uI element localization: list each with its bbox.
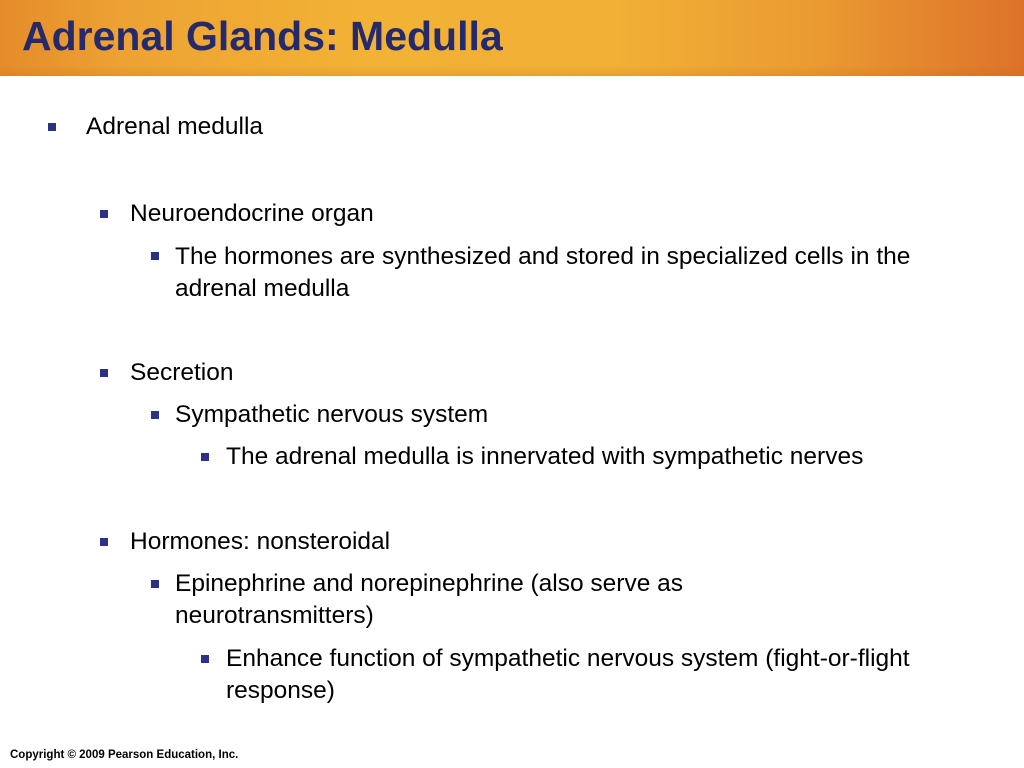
square-bullet-icon — [100, 538, 108, 546]
bullet-hormones-nonsteroidal: Hormones: nonsteroidal — [130, 528, 391, 555]
slide-title: Adrenal Glands: Medulla — [22, 13, 503, 59]
bullet-adrenal-medulla: Adrenal medulla — [86, 113, 264, 140]
bullet-sympathetic-nervous-system: Sympathetic nervous system — [175, 401, 489, 428]
bullet-epinephrine: Epinephrine and norepinephrine (also serve as neurotransmitters) — [175, 570, 684, 629]
square-bullet-icon — [201, 453, 209, 461]
bullet-innervated: The adrenal medulla is innervated with sympathetic nerves — [226, 443, 864, 470]
square-bullet-icon — [201, 655, 209, 663]
square-bullet-icon — [151, 252, 159, 260]
bullet-neuroendocrine-organ: Neuroendocrine organ — [130, 200, 374, 227]
bullet-hormones-synthesized: The hormones are synthesized and stored in specialized cells in the adrenal medulla — [175, 243, 911, 302]
copyright-footer: Copyright © 2009 Pearson Education, Inc. — [10, 749, 239, 761]
square-bullet-icon — [48, 123, 56, 131]
square-bullet-icon — [100, 210, 108, 218]
bullet-enhance-function: Enhance function of sympathetic nervous system (fight-or-flight response) — [226, 645, 910, 704]
square-bullet-icon — [151, 580, 159, 588]
square-bullet-icon — [100, 369, 108, 377]
square-bullet-icon — [151, 411, 159, 419]
bullet-secretion: Secretion — [130, 359, 234, 386]
